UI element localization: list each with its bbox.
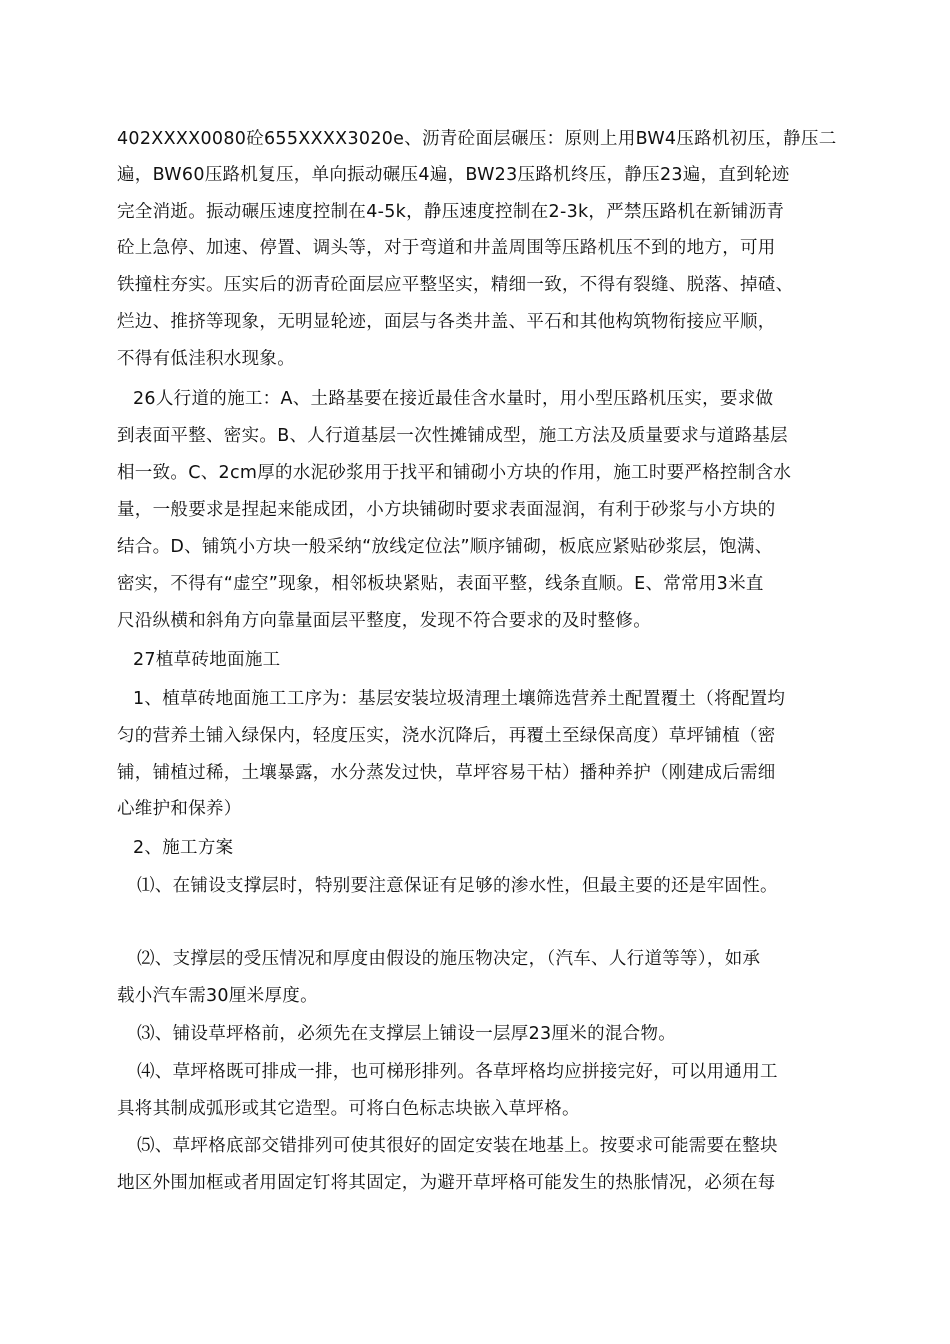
paragraph-line: 量，一般要求是捏起来能成团，小方块铺砌时要求表面湿润，有利于砂浆与小方块的 [117, 500, 776, 520]
paragraph-line: ⑸、草坪格底部交错排列可使其很好的固定安装在地基上。按要求可能需要在整块 [137, 1136, 778, 1156]
paragraph-line: 完全消逝。振动碾压速度控制在4-5k，静压速度控制在2-3k，严禁压路机在新铺沥青 [117, 202, 785, 222]
paragraph-line: 1、植草砖地面施工工序为：基层安装垃圾清理土壤筛选营养土配置覆土（将配置均 [133, 689, 786, 709]
section-heading: 2、施工方案 [133, 838, 234, 858]
section-heading: 27植草砖地面施工 [133, 650, 281, 670]
paragraph-line: ⑶、铺设草坪格前，必须先在支撑层上铺设一层厚23厘米的混合物。 [137, 1024, 677, 1044]
paragraph-line: 铺，铺植过稀，土壤暴露，水分蒸发过快，草坪容易干枯）播种养护（刚建成后需细 [117, 763, 776, 783]
paragraph-line: 匀的营养土铺入绿保内，轻度压实，浇水沉降后，再覆土至绿保高度）草坪铺植（密 [117, 726, 776, 746]
paragraph-line: 砼上急停、加速、停置、调头等，对于弯道和井盖周围等压路机压不到的地方，可用 [117, 238, 776, 258]
paragraph-line: 密实，不得有“虚空”现象，相邻板块紧贴，表面平整，线条直顺。E、常常用3米直 [117, 574, 764, 594]
paragraph-line: 心维护和保养） [117, 799, 242, 819]
paragraph-line: ⑴、在铺设支撑层时，特别要注意保证有足够的渗水性，但最主要的还是牢固性。 [137, 876, 778, 896]
paragraph-line: 402XXXX0080砼655XXXX3020e、沥青砼面层碾压：原则上用BW4压路机初压，静压二 [117, 129, 837, 149]
paragraph-line: 载小汽车需30厘米厚度。 [117, 986, 318, 1006]
paragraph-line: 地区外围加框或者用固定钉将其固定，为避开草坪格可能发生的热胀情况，必须在每 [117, 1173, 776, 1193]
paragraph-line: ⑵、支撑层的受压情况和厚度由假设的施压物决定，（汽车、人行道等等），如承 [137, 949, 761, 969]
paragraph-line: ⑷、草坪格既可排成一排，也可梯形排列。各草坪格均应拼接完好，可以用通用工 [137, 1062, 778, 1082]
paragraph-line: 结合。D、铺筑小方块一般采纳“放线定位法”顺序铺砌，板底应紧贴砂浆层，饱满、 [117, 537, 773, 557]
paragraph-line: 尺沿纵横和斜角方向靠量面层平整度，发现不符合要求的及时整修。 [117, 611, 651, 631]
paragraph-line: 铁撞柱夯实。压实后的沥青砼面层应平整坚实，精细一致，不得有裂缝、脱落、掉碴、 [117, 275, 794, 295]
paragraph-line: 不得有低洼积水现象。 [117, 349, 295, 369]
paragraph-line: 烂边、推挤等现象，无明显轮迹，面层与各类井盖、平石和其他构筑物衔接应平顺， [117, 312, 776, 332]
paragraph-line: 遍，BW60压路机复压，单向振动碾压4遍，BW23压路机终压，静压23遍，直到轮迹 [117, 165, 790, 185]
paragraph-line: 到表面平整、密实。B、人行道基层一次性摊铺成型，施工方法及质量要求与道路基层 [117, 426, 788, 446]
paragraph-line: 相一致。C、2cm厚的水泥砂浆用于找平和铺砌小方块的作用，施工时要严格控制含水 [117, 463, 792, 483]
paragraph-line: 26人行道的施工：A、土路基要在接近最佳含水量时，用小型压路机压实，要求做 [133, 389, 774, 409]
paragraph-line: 具将其制成弧形或其它造型。可将白色标志块嵌入草坪格。 [117, 1099, 580, 1119]
